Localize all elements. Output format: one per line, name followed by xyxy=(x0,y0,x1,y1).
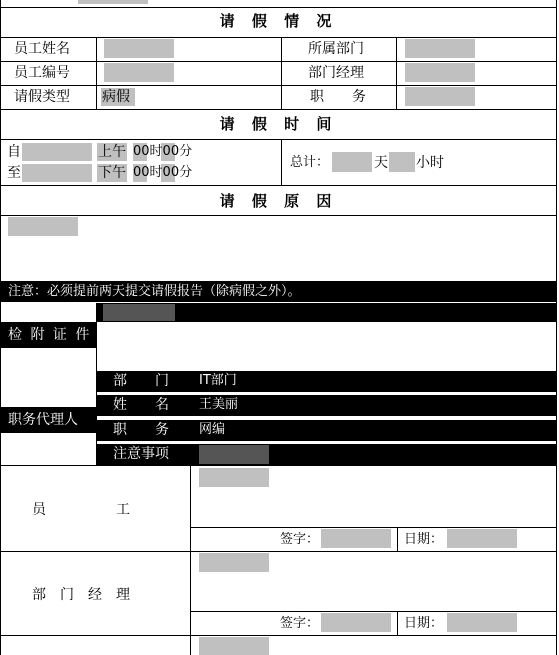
rule xyxy=(397,611,398,635)
agent-label: 职务代理人 xyxy=(8,412,78,428)
employee-date-label: 日期： xyxy=(404,532,444,547)
rule xyxy=(0,109,557,110)
rule xyxy=(190,465,191,655)
manager-date-field[interactable] xyxy=(447,613,517,632)
section-title-leave-info: 请 假 情 况 xyxy=(219,12,338,30)
employee-sign-label: 签字： xyxy=(280,532,320,547)
manager-sign-block-label: 部 门 经 理 xyxy=(32,587,130,603)
manager-sign-field[interactable] xyxy=(321,613,391,632)
rule xyxy=(0,635,557,636)
agent-dept-value: IT部门 xyxy=(199,373,237,388)
to-date-field[interactable] xyxy=(22,164,92,182)
hour-label: 小时 xyxy=(416,155,444,171)
reason-field[interactable] xyxy=(8,217,78,236)
manager-label: 部门经理 xyxy=(308,65,364,81)
next-comment-field[interactable] xyxy=(199,637,269,655)
rule xyxy=(281,139,282,185)
employee-name-field[interactable] xyxy=(104,39,174,58)
rule xyxy=(0,7,557,8)
rule xyxy=(0,551,557,552)
agent-dept-label: 部 门 xyxy=(113,373,169,389)
rule xyxy=(96,322,97,370)
table-border-right xyxy=(556,0,557,655)
rule xyxy=(190,527,557,528)
rule xyxy=(397,527,398,551)
manager-field[interactable] xyxy=(405,63,475,82)
section-title-reason: 请 假 原 因 xyxy=(219,192,338,210)
agent-notes-field[interactable] xyxy=(199,445,269,464)
from-label: 自 xyxy=(7,144,21,160)
to-time: 00时00分 xyxy=(133,165,193,180)
employee-comment-field[interactable] xyxy=(199,468,269,487)
section-title-leave-time: 请 假 时 间 xyxy=(219,115,338,133)
manager-comment-field[interactable] xyxy=(199,553,269,572)
employee-sign-block-label: 员 工 xyxy=(32,502,130,518)
position-label: 职 务 xyxy=(310,89,366,105)
rule xyxy=(0,139,557,140)
agent-name-label: 姓 名 xyxy=(113,397,169,413)
day-label: 天 xyxy=(374,155,388,171)
rule xyxy=(0,185,557,186)
rule xyxy=(0,465,557,466)
rule xyxy=(0,85,557,86)
employee-id-field[interactable] xyxy=(104,63,174,82)
rule xyxy=(0,61,557,62)
department-label: 所属部门 xyxy=(308,41,364,57)
agent-name-value: 王美丽 xyxy=(199,397,239,412)
total-hours-field[interactable] xyxy=(389,152,415,172)
rule xyxy=(0,37,557,38)
top-stub-field[interactable] xyxy=(78,0,148,4)
am-label: 上午 xyxy=(98,144,126,160)
employee-date-field[interactable] xyxy=(447,529,517,548)
leave-type-label: 请假类型 xyxy=(14,89,70,105)
manager-date-label: 日期： xyxy=(404,616,444,631)
total-days-field[interactable] xyxy=(332,152,372,172)
agent-position-value: 网编 xyxy=(199,422,226,437)
agent-position-label: 职 务 xyxy=(113,422,169,438)
to-label: 至 xyxy=(7,165,21,181)
agent-notes-label: 注意事项 xyxy=(113,446,169,462)
total-label: 总计： xyxy=(290,155,330,170)
pm-label: 下午 xyxy=(98,165,126,181)
rule xyxy=(281,37,282,109)
attachment-header-field[interactable] xyxy=(103,304,175,321)
attachment-label: 检 附 证 件 xyxy=(8,327,92,343)
from-date-field[interactable] xyxy=(22,143,92,161)
rule xyxy=(190,611,557,612)
employee-id-label: 员工编号 xyxy=(14,65,70,81)
rule xyxy=(96,37,97,109)
rule xyxy=(396,37,397,109)
manager-sign-label: 签字： xyxy=(280,616,320,631)
leave-type-value: 病假 xyxy=(102,89,130,105)
from-time: 00时00分 xyxy=(133,144,193,159)
employee-name-label: 员工姓名 xyxy=(14,41,70,57)
employee-sign-field[interactable] xyxy=(321,529,391,548)
rule xyxy=(0,215,557,216)
department-field[interactable] xyxy=(405,39,475,58)
notice-text: 注意：必须提前两天提交请假报告（除病假之外）。 xyxy=(8,284,301,299)
position-field[interactable] xyxy=(405,87,475,106)
